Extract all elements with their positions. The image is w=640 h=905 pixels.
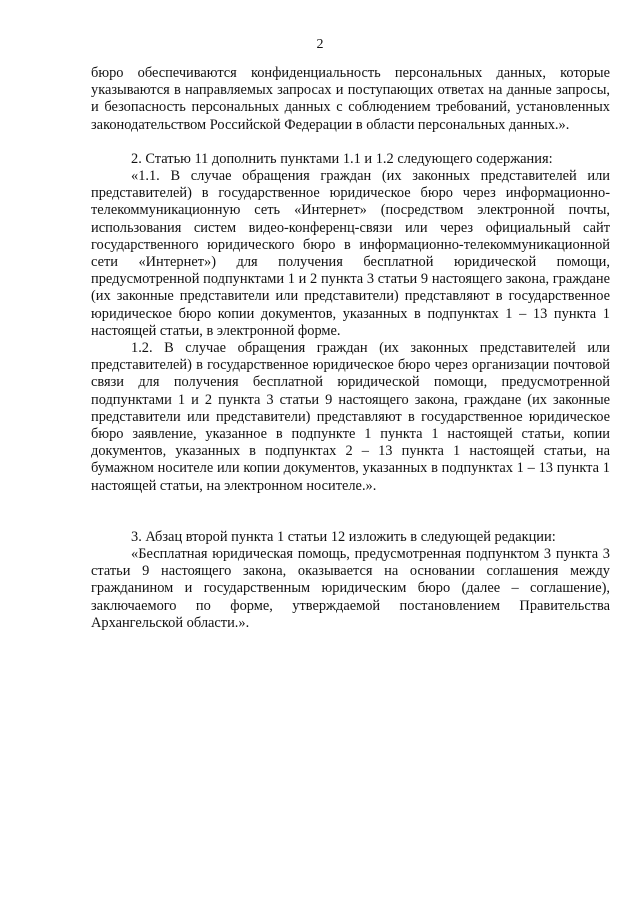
page-number: 2 [316,37,324,52]
document-body [91,65,610,632]
paragraph-amendment-2: 2. Статью 11 дополнить пунктами 1.1 и 1.2 следующего содержания: [131,150,553,167]
paragraph-item-1-1: «1.1. В случае обращения граждан (их законных представителей или представителей) в государственное юридическое бюро через информационно-телекоммуникационную сеть «Интернет» (посредством электронной почты, использования систем видео-конференц-связи или через официальный сайт государственного юридического бюро в информационно-телекоммуникационной сети «Интернет») для получения бесплатной юридической помощи, предусмотренной подпунктами 1 и 2 пункта 3 статьи 9 настоящего закона, граждане (их законные представители или представители) представляют в государственное юридическое бюро копии документов, указанных в подпунктах 1 – 13 пункта 1 настоящей статьи, в электронной форме. [91,168,610,339]
paragraph-spacer [91,134,610,151]
paragraph-continuation: бюро обеспечиваются конфиденциальность персональных данных, которые указываются в направляемых запросах и поступающих ответах на данные запросы, и безопасность персональных данных с соблюдением требований, установленных законодательством Российской Федерации в области персональных данных.». [91,65,610,133]
paragraph-spacer [91,495,610,529]
paragraph-amendment-3: 3. Абзац второй пункта 1 статьи 12 изложить в следующей редакции: [131,528,556,545]
paragraph-new-wording: «Бесплатная юридическая помощь, предусмотренная подпунктом 3 пункта 3 статьи 9 настоящего закона, оказывается на основании соглашения между гражданином и государственным юридическим бюро (далее – соглашение), заключаемого по форме, утверждаемой постановлением Правительства Архангельской области.». [91,546,610,631]
paragraph-item-1-2: 1.2. В случае обращения граждан (их законных представителей или представителей) в государственное юридическое бюро через организации почтовой связи для получения бесплатной юридической помощи, предусмотренной подпунктами 1 и 2 пункта 3 статьи 9 настоящего закона, граждане (их законные представители или представители) представляют в государственное юридическое бюро заявление, указанное в подпункте 1 пункта 1 настоящей статьи, копии документов, указанных в подпунктах 2 – 13 пункта 1 настоящей статьи, на бумажном носителе или копии документов, указанных в подпунктах 1 – 13 пункта 1 настоящей статьи, на электронном носителе.». [91,340,610,494]
